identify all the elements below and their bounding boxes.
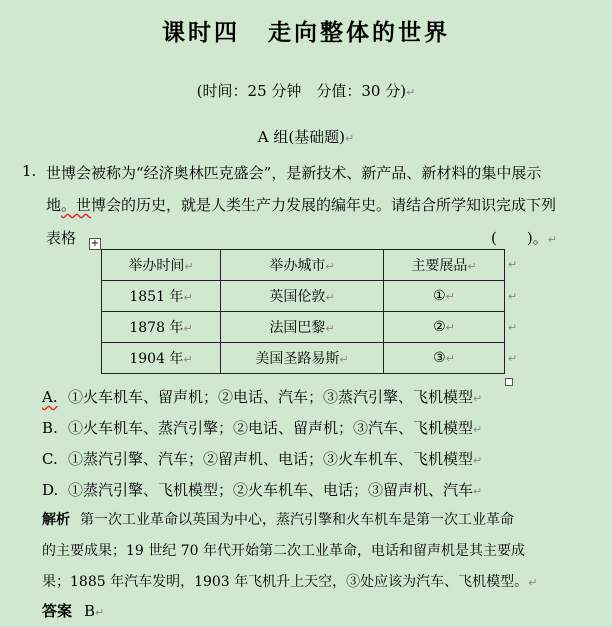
table-move-handle-icon[interactable]: + [90,238,100,249]
table-cell: ②↵ [384,312,505,343]
time-score-info: (时间：25 分钟 分值：30 分)↵ [196,82,416,100]
option-c[interactable]: C. ①蒸汽引擎、汽车；②留声机、电话；③火车机车、飞机模型↵ [42,450,483,468]
table-cell: ①↵ [384,281,505,312]
title-lesson: 课时四 [162,19,240,46]
row-end-mark: ↵ [508,352,518,365]
row-end-mark: ↵ [508,258,518,271]
header-exhibits: 主要展品↵ [384,250,505,281]
option-d[interactable]: D. ①蒸汽引擎、飞机模型；②火车机车、电话；③留声机、汽车↵ [42,481,483,499]
table-resize-handle-icon[interactable] [505,378,513,386]
expo-table [101,249,505,374]
table-row [102,343,505,374]
answer-line: 答案 B↵ [42,602,105,620]
table-cell: ③↵ [384,343,505,374]
row-end-mark: ↵ [508,290,518,303]
table-cell: 法国巴黎↵ [221,312,384,343]
header-city: 举办城市↵ [221,250,384,281]
document-page: 课时四 走向整体的世界 (时间：25 分钟 分值：30 分)↵ A 组(基础题)↵ 1. 世博会被称为“经济奥林匹克盛会”，是新技术、新产品、新材料的集中展示 地。世博会的历史，就是人类生产力发展的编年史。请结合所学知识完成下列 表格 ( )。↵ + 举办时间↵ 举办城市↵ 主要展品↵ 1851 年↵ 英国伦敦↵ ①↵ 1878 年↵ 法国巴黎↵ ②↵ 1904 年↵ 美国圣路易斯↵ ③↵ ↵ ↵ ↵ ↵ A. ①火车机车、留声机；②电话、汽车；③蒸汽引擎、飞机模型↵ B. ①火车机车、蒸汽引擎；②电话、留声机；③汽车、飞机模型↵ C. ①蒸汽引擎、汽车；②留声机、电话；③火车机车、飞机模型↵ D. ①蒸汽引擎、飞机模型；②火车机车、电话；③留声机、汽车↵ 解析 第一次工业革命以英国为中心，蒸汽引擎和火车机车是第一次工业革命 的主要成果；19 世纪 70 年代开始第二次工业革命，电话和留声机是其主要成 果；1885 年汽车发明，1903 年飞机升上天空，③处应该为汽车、飞机模型。↵ 答案 B↵ [0,0,612,627]
table-cell: 1851 年↵ [102,281,221,312]
header-time: 举办时间↵ [102,250,221,281]
table-cell: 美国圣路易斯↵ [221,343,384,374]
table-row [102,281,505,312]
analysis-label: 解析 [42,512,70,528]
option-b[interactable]: B. ①火车机车、蒸汽引擎；②电话、留声机；③汽车、飞机模型↵ [42,419,483,437]
analysis-line-1: 解析 第一次工业革命以英国为中心，蒸汽引擎和火车机车是第一次工业革命 [42,512,514,528]
answer-value: B [84,602,96,620]
spellcheck-mark: 。世 [61,196,92,214]
answer-label: 答案 [42,602,73,620]
table-header-row [102,250,505,281]
question-number: 1. [22,162,37,180]
analysis-line-2: 的主要成果；19 世纪 70 年代开始第二次工业革命，电话和留声机是其主要成 [42,543,525,559]
analysis-block [42,505,590,598]
table-cell: 1904 年↵ [102,343,221,374]
option-a[interactable]: A. ①火车机车、留声机；②电话、汽车；③蒸汽引擎、飞机模型↵ [42,388,483,406]
page-title [0,14,612,47]
table-cell: 英国伦敦↵ [221,281,384,312]
row-end-mark: ↵ [508,321,518,334]
table-cell: 1878 年↵ [102,312,221,343]
group-heading: A 组(基础题)↵ [257,128,355,146]
title-topic: 走向整体的世界 [268,19,450,46]
answer-blank: ( )。↵ [491,229,557,247]
table-row [102,312,505,343]
analysis-line-3: 果；1885 年汽车发明，1903 年飞机升上天空，③处应该为汽车、飞机模型。↵ [42,574,538,590]
